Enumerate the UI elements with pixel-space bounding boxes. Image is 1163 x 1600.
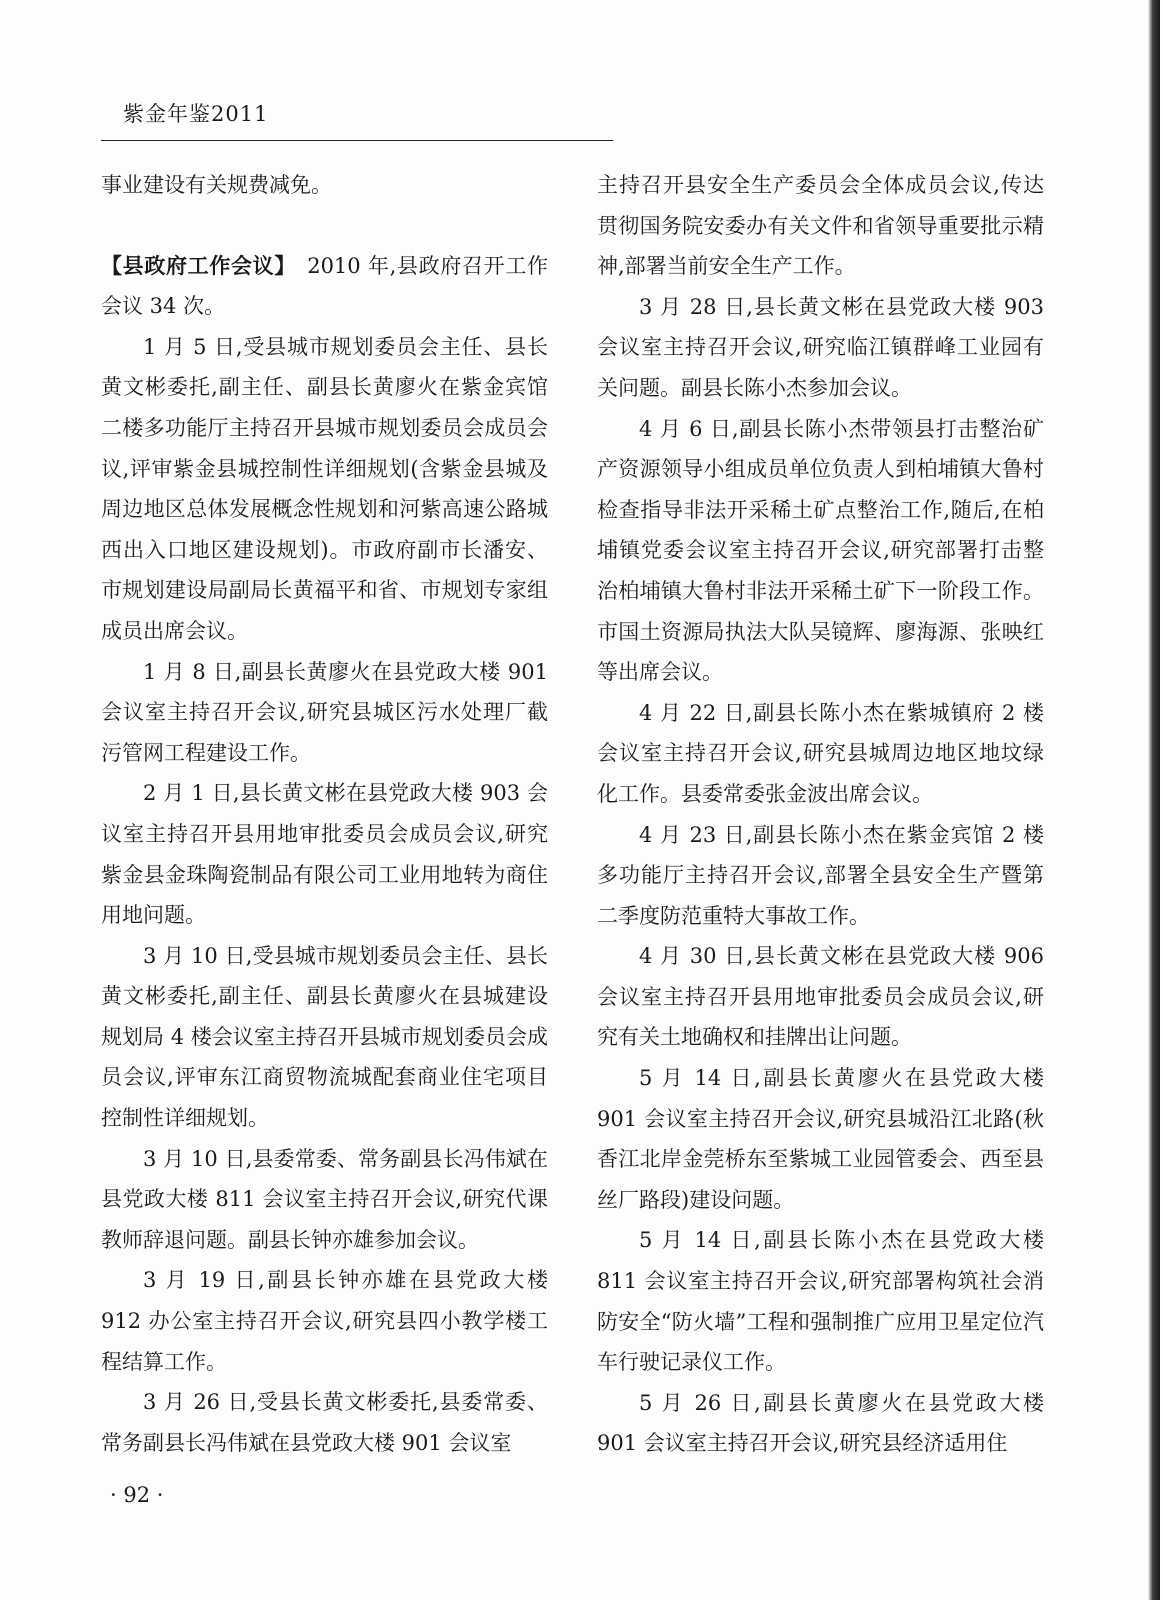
paragraph: 3 月 10 日,受县城市规划委员会主任、县长黄文彬委托,副主任、副县长黄廖火在县城建设规划局 4 楼会议室主持召开县城市规划委员会成员会议,评审东江商贸物流城配套商业住宅项目控制性详细规划。 <box>101 943 548 1131</box>
section-gap <box>101 206 548 246</box>
paragraph: 2 月 1 日,县长黄文彬在县党政大楼 903 会议室主持召开县用地审批委员会成员会议,研究紫金县金珠陶瓷制品有限公司工业用地转为商住用地问题。 <box>101 781 548 928</box>
section-paragraph <box>101 246 548 327</box>
right-column <box>597 165 1044 1464</box>
paragraph: 1 月 5 日,受县城市规划委员会主任、县长黄文彬委托,副主任、副县长黄廖火在紫金宾馆二楼多功能厅主持召开县城市规划委员会成员会议,评审紫金县城控制性详细规划(含紫金县城及周边地区总体发展概念性规划和河紫高速公路城西出入口地区建设规划)。市政府副市长潘安、市规划建设局副局长黄福平和省、市规划专家组成员出席会议。 <box>101 334 548 643</box>
page-number: · 92 · <box>110 1483 164 1507</box>
paragraph-continued: 主持召开县安全生产委员会全体成员会议,传达贯彻国务院安委办有关文件和省领导重要批示精神,部署当前安全生产工作。 <box>597 173 1044 279</box>
header-rule <box>101 140 613 141</box>
section-intro: 2010 年,县政府召开工作会议 34 次。 <box>101 253 549 319</box>
paragraph: 4 月 30 日,县长黄文彬在县党政大楼 906 会议室主持召开县用地审批委员会成员会议,研究有关土地确权和挂牌出让问题。 <box>597 944 1044 1050</box>
paragraph: 5 月 26 日,副县长黄廖火在县党政大楼 901 会议室主持召开会议,研究县经济适用住 <box>597 1390 1044 1456</box>
paragraph-continued: 事业建设有关规费减免。 <box>101 173 332 197</box>
paragraph: 1 月 8 日,副县长黄廖火在县党政大楼 901 会议室主持召开会议,研究县城区污水处理厂截污管网工程建设工作。 <box>101 659 548 765</box>
running-header: 紫金年鉴2011 <box>123 102 269 126</box>
paragraph: 3 月 26 日,受县长黄文彬委托,县委常委、常务副县长冯伟斌在县党政大楼 901 会议室 <box>101 1390 548 1455</box>
paragraph: 5 月 14 日,副县长陈小杰在县党政大楼 811 会议室主持召开会议,研究部署构筑社会消防安全“防火墙”工程和强制推广应用卫星定位汽车行驶记录仪工作。 <box>597 1228 1044 1375</box>
paragraph: 4 月 22 日,副县长陈小杰在紫城镇府 2 楼会议室主持召开会议,研究县城周边地区地坟绿化工作。县委常委张金波出席会议。 <box>597 700 1044 806</box>
scan-edge <box>1148 0 1160 1600</box>
paragraph: 3 月 10 日,县委常委、常务副县长冯伟斌在县党政大楼 811 会议室主持召开会议,研究代课教师辞退问题。副县长钟亦雄参加会议。 <box>101 1146 548 1252</box>
paragraph: 5 月 14 日,副县长黄廖火在县党政大楼 901 会议室主持召开会议,研究县城沿江北路(秋香江北岸金莞桥东至紫城工业园管委会、西至县丝厂路段)建设问题。 <box>597 1066 1044 1212</box>
paragraph: 3 月 19 日,副县长钟亦雄在县党政大楼 912 办公室主持召开会议,研究县四小教学楼工程结算工作。 <box>101 1268 548 1374</box>
paragraph: 4 月 6 日,副县长陈小杰带领县打击整治矿产资源领导小组成员单位负责人到柏埔镇大鲁村检查指导非法开采稀土矿点整治工作,随后,在柏埔镇党委会议室主持召开会议,研究部署打击整治柏埔镇大鲁村非法开采稀土矿下一阶段工作。市国土资源局执法大队吴镜辉、廖海源、张映红等出席会议。 <box>597 416 1044 685</box>
paragraph: 3 月 28 日,县长黄文彬在县党政大楼 903 会议室主持召开会议,研究临江镇群峰工业园有关问题。副县长陈小杰参加会议。 <box>597 294 1044 400</box>
section-title: 【县政府工作会议】 <box>101 252 286 278</box>
paragraph: 4 月 23 日,副县长陈小杰在紫金宾馆 2 楼多功能厅主持召开会议,部署全县安全生产暨第二季度防范重特大事故工作。 <box>597 822 1044 928</box>
left-column <box>101 165 548 1463</box>
